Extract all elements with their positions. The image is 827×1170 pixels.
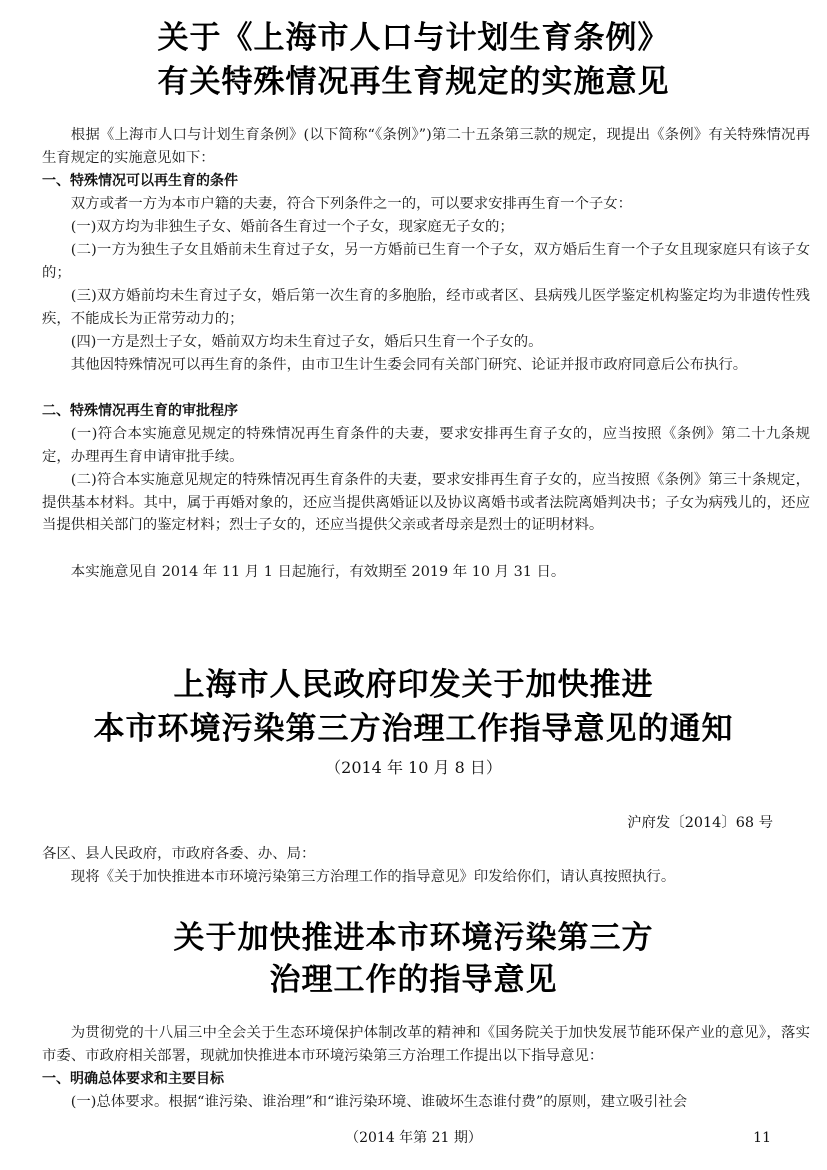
doc2-date: （2014 年 10 月 8 日）: [325, 758, 502, 777]
doc1-section2-heading: 二、特殊情况再生育的审批程序: [42, 403, 238, 419]
doc1-s2-paragraph2: (二)符合本实施意见规定的特殊情况再生育条件的夫妻，要求安排再生育子女的，应当按照《条例》第三十条规定，提供基本材料。其中，属于再婚对象的，还应当提供离婚证以及协议离婚书或者法院离婚判决书；子女为病残儿的，还应当提供相关部门的鉴定材料；烈士子女的，还应当提供父亲或者母亲是烈士的证明材料。: [42, 472, 810, 534]
doc1-s1-paragraph3: (二)一方为独生子女且婚前未生育过子女，另一方婚前已生育一个子女，双方婚后生育一个子女且现家庭只有该子女的；: [42, 242, 810, 281]
doc1-s1-paragraph4: (三)双方婚前均未生育过子女，婚后第一次生育的多胞胎，经市或者区、县病残儿医学鉴定机构鉴定均为非遗传性残疾，不能成长为正常劳动力的；: [42, 288, 810, 327]
doc3-section1-heading: 一、明确总体要求和主要目标: [42, 1071, 224, 1087]
doc1-s1-paragraph6: 其他因特殊情况可以再生育的条件，由市卫生计生委会同有关部门研究、论证并报市政府同意后公布执行。: [70, 357, 748, 373]
doc1-s2-paragraph1: (一)符合本实施意见规定的特殊情况再生育条件的夫妻，要求安排再生育子女的，应当按照《条例》第二十九条规定，办理再生育申请审批手续。: [42, 426, 810, 465]
doc1-s1-paragraph2: (一)双方均为非独生子女、婚前各生育过一个子女，现家庭无子女的；: [70, 219, 514, 235]
doc1-section1-heading: 一、特殊情况可以再生育的条件: [42, 173, 238, 189]
doc1-s1-paragraph5: (四)一方是烈士子女，婚前双方均未生育过子女，婚后只生育一个子女的。: [70, 334, 543, 350]
doc3-title-line2: 治理工作的指导意见: [269, 962, 558, 998]
doc3-s1-paragraph1: (一)总体要求。根据“谁污染、谁治理”和“谁污染环境、谁破坏生态谁付费”的原则，建立吸引社会: [70, 1094, 688, 1110]
doc1-title-line1: 关于《上海市人口与计划生育条例》: [157, 20, 670, 56]
doc1-intro-paragraph: 根据《上海市人口与计划生育条例》(以下简称“《条例》”)第二十五条第三款的规定，现提出《条例》有关特殊情况再生育规定的实施意见如下：: [42, 127, 810, 166]
doc2-title-line2: 本市环境污染第三方治理工作指导意见的通知: [93, 711, 734, 747]
doc1-closing-paragraph: 本实施意见自 2014 年 11 月 1 日起施行，有效期至 2019 年 10 月 31 日。: [70, 564, 566, 580]
doc1-title-line2: 有关特殊情况再生育规定的实施意见: [157, 64, 670, 100]
doc2-body-paragraph: 现将《关于加快推进本市环境污染第三方治理工作的指导意见》印发给你们，请认真按照执行。: [70, 869, 676, 885]
doc2-addressee: 各区、县人民政府，市政府各委、办、局：: [42, 846, 316, 862]
doc2-title-line1: 上海市人民政府印发关于加快推进: [173, 667, 654, 703]
doc3-title-line1: 关于加快推进本市环境污染第三方: [173, 920, 654, 956]
doc3-intro-paragraph: 为贯彻党的十八届三中全会关于生态环境保护体制改革的精神和《国务院关于加快发展节能环保产业的意见》，落实市委、市政府相关部署，现就加快推进本市环境污染第三方治理工作提出以下指导意见：: [42, 1025, 810, 1064]
doc1-s1-paragraph1: 双方或者一方为本市户籍的夫妻，符合下列条件之一的，可以要求安排再生育一个子女：: [70, 196, 633, 212]
doc2-document-number: 沪府发〔2014〕68 号: [627, 815, 773, 831]
footer-issue-label: （2014 年第 21 期）: [345, 1130, 482, 1146]
footer-page-number: 11: [753, 1130, 771, 1146]
